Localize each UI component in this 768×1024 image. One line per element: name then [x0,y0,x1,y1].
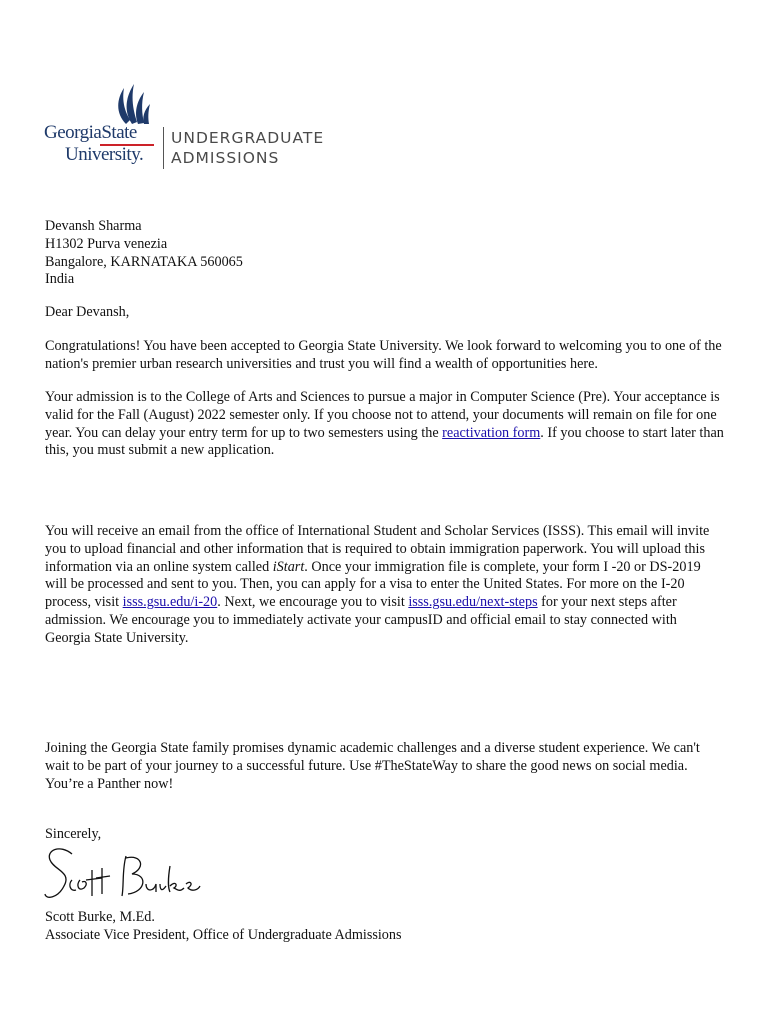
p3-text-b: . Once your immigration file is complete, your form I -20 or DS-2019 will be processed and sent to you. Then, you can apply for a visa to enter the United States. For more on the I-20 process, visit [45,558,701,611]
recipient-city: Bangalore, KARNATAKA 560065 [45,253,243,270]
greeting: Dear Devansh, [45,304,130,320]
logo-text-admissions: ADMISSIONS [171,149,280,167]
handwritten-signature [42,840,202,910]
p2-text-b: . If you choose to start later than this, you must submit a new application. [45,424,724,459]
recipient-name: Devansh Sharma [45,218,142,234]
signer-name: Scott Burke, M.Ed. [45,909,155,925]
logo-text-university: University. [65,144,144,165]
p2-text-a: Your admission is to the College of Arts and Sciences to pursue a major in Computer Science (Pre). Your acceptance is valid for the Fall (August) 2022 semester only. If you choose not to attend, your documents will remain on file for one year. You can delay your entry term for up to two semesters using the [45,389,720,441]
i20-link[interactable]: isss.gsu.edu/i-20 [122,594,218,611]
logo-text-undergraduate: UNDERGRADUATE [171,129,325,147]
recipient-street: H1302 Purva venezia [45,235,168,252]
logo-text-georgia-state: GeorgiaState [44,122,137,143]
p3-text-a: You will receive an email from the office of International Student and Scholar Services (ISSS). This email will invite you to upload financial and other information that is required to obtain immigration paperwork. You will upload this information via an online system called [45,523,710,575]
signer-block [45,909,725,945]
next-steps-link[interactable]: isss.gsu.edu/next-steps [408,594,538,611]
reactivation-form-link[interactable]: reactivation form [442,424,541,441]
paragraph-admission-details [45,389,725,460]
istart-term: iStart [272,558,305,575]
flame-icon [110,80,156,126]
university-logo [44,80,334,180]
recipient-country: India [45,271,75,288]
paragraph-panther: Joining the Georgia State family promises dynamic academic challenges and a diverse student experience. We can't wait to be part of your journey to a successful future. Use #TheStateWay to share the good news on social media. You’re a Panther now! [45,740,700,792]
p3-text-c: . Next, we encourage you to visit [217,594,409,611]
recipient-address [45,218,725,289]
p3-text-d: for your next steps after admission. We encourage you to immediately activate your campusID and official email to stay connected with Georgia State University. [45,594,677,646]
logo-divider [163,127,164,169]
closing: Sincerely, [45,826,102,842]
paragraph-congratulations: Congratulations! You have been accepted to Georgia State University. We look forward to welcoming you to one of the nation's premier urban research universities and trust you will find a wealth of opportunities here. [45,338,722,372]
signer-title: Associate Vice President, Office of Undergraduate Admissions [45,926,402,943]
paragraph-isss [45,523,725,648]
